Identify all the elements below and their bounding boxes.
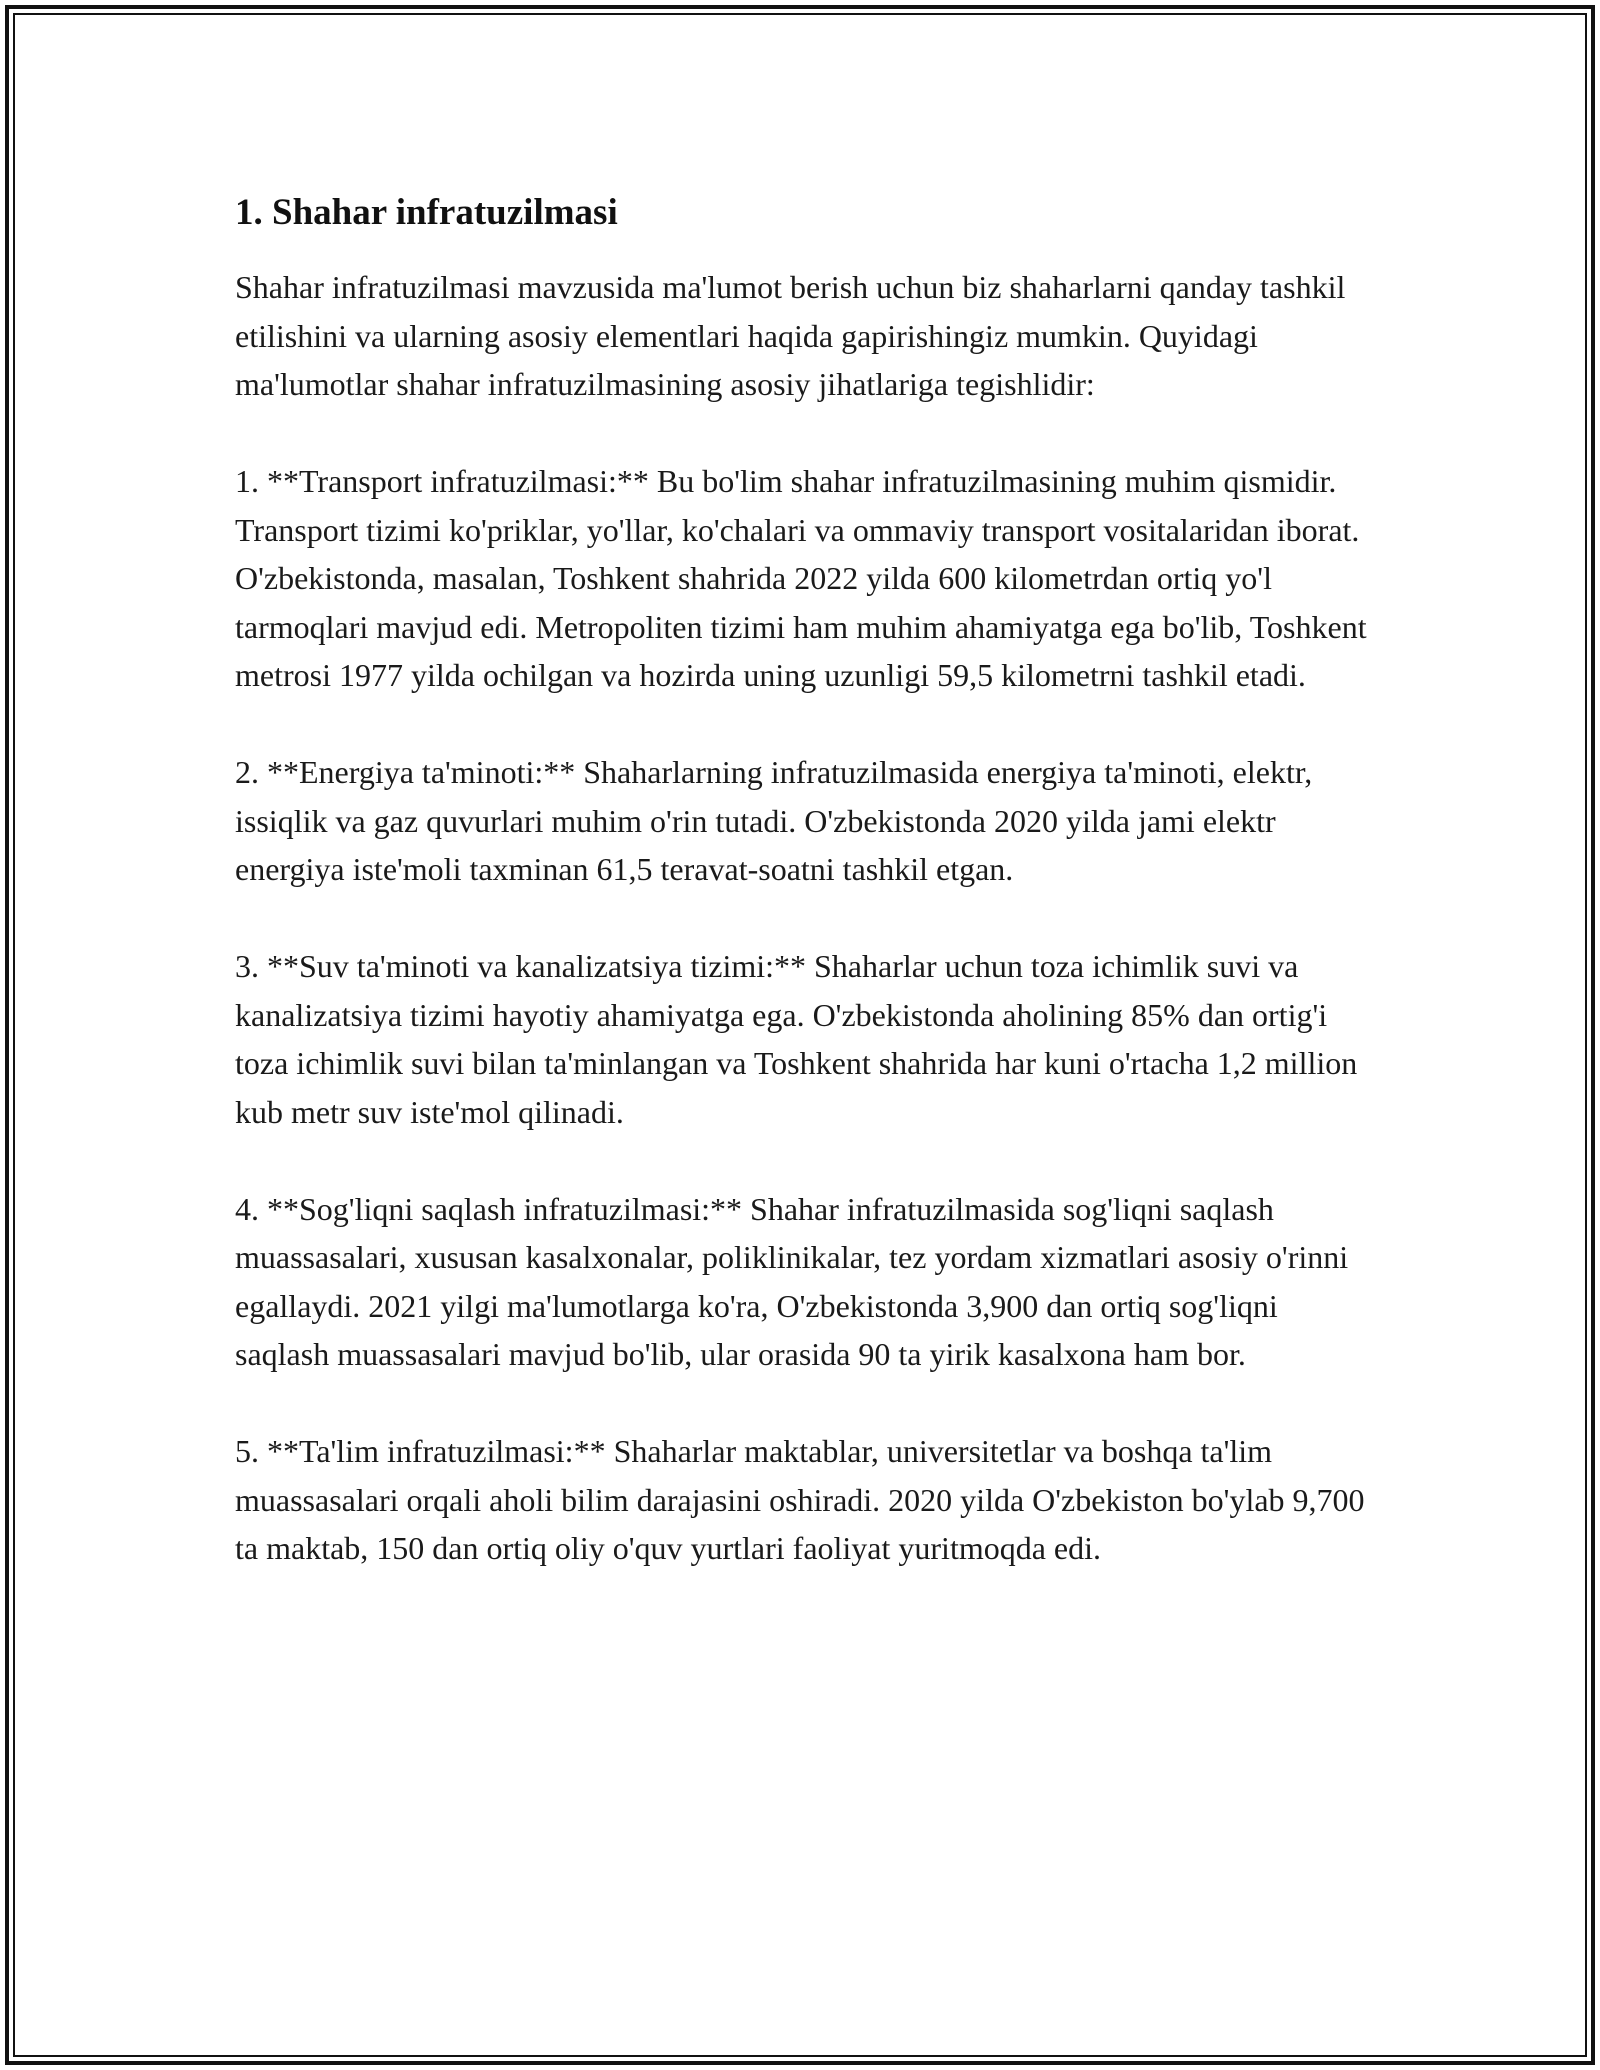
energy-paragraph: 2. **Energiya ta'minoti:** Shaharlarning infratuzilmasida energiya ta'minoti, elektr, issiqlik va gaz quvurlari muhim o'rin tutadi. O'zbekistonda 2020 yilda jami elektr energiya iste'moli taxminan 61,5 teravat-soatni tashkil etgan.: [235, 754, 1313, 887]
section-title: 1. Shahar infratuzilmasi: [235, 192, 618, 233]
intro-paragraph: Shahar infratuzilmasi mavzusida ma'lumot berish uchun biz shaharlarni qanday tashkil etilishini va ularning asosiy elementlari haqida gapirishingiz mumkin. Quyidagi ma'lumotlar shahar infratuzilmasining asosiy jihatlariga tegishlidir:: [235, 269, 1346, 402]
document-body: [235, 185, 1375, 1621]
transport-paragraph: 1. **Transport infratuzilmasi:** Bu bo'lim shahar infratuzilmasining muhim qismidir. Transport tizimi ko'priklar, yo'llar, ko'chalari va ommaviy transport vositalaridan iborat. O'zbekistonda, masalan, Toshkent shahrida 2022 yilda 600 kilometrdan ortiq yo'l tarmoqlari mavjud edi. Metropoliten tizimi ham muhim ahamiyatga ega bo'lib, Toshkent metrosi 1977 yilda ochilgan va hozirda uning uzunligi 59,5 kilometrni tashkil etadi.: [235, 463, 1367, 693]
health-paragraph: 4. **Sog'liqni saqlash infratuzilmasi:** Shahar infratuzilmasida sog'liqni saqlash muassasalari, xususan kasalxonalar, poliklinikalar, tez yordam xizmatlari asosiy o'rinni egallaydi. 2021 yilgi ma'lumotlarga ko'ra, O'zbekistonda 3,900 dan ortiq sog'liqni saqlash muassasalari mavjud bo'lib, ular orasida 90 ta yirik kasalxona ham bor.: [235, 1190, 1349, 1372]
water-paragraph: 3. **Suv ta'minoti va kanalizatsiya tizimi:** Shaharlar uchun toza ichimlik suvi va kanalizatsiya tizimi hayotiy ahamiyatga ega. O'zbekistonda aholining 85% dan ortig'i toza ichimlik suvi bilan ta'minlangan va Toshkent shahrida har kuni o'rtacha 1,2 million kub metr suv iste'mol qilinadi.: [235, 948, 1358, 1130]
education-paragraph: 5. **Ta'lim infratuzilmasi:** Shaharlar maktablar, universitetlar va boshqa ta'lim muassasalari orqali aholi bilim darajasini oshiradi. 2020 yilda O'zbekiston bo'ylab 9,700 ta maktab, 150 dan ortiq oliy o'quv yurtlari faoliyat yuritmoqda edi.: [235, 1433, 1365, 1566]
